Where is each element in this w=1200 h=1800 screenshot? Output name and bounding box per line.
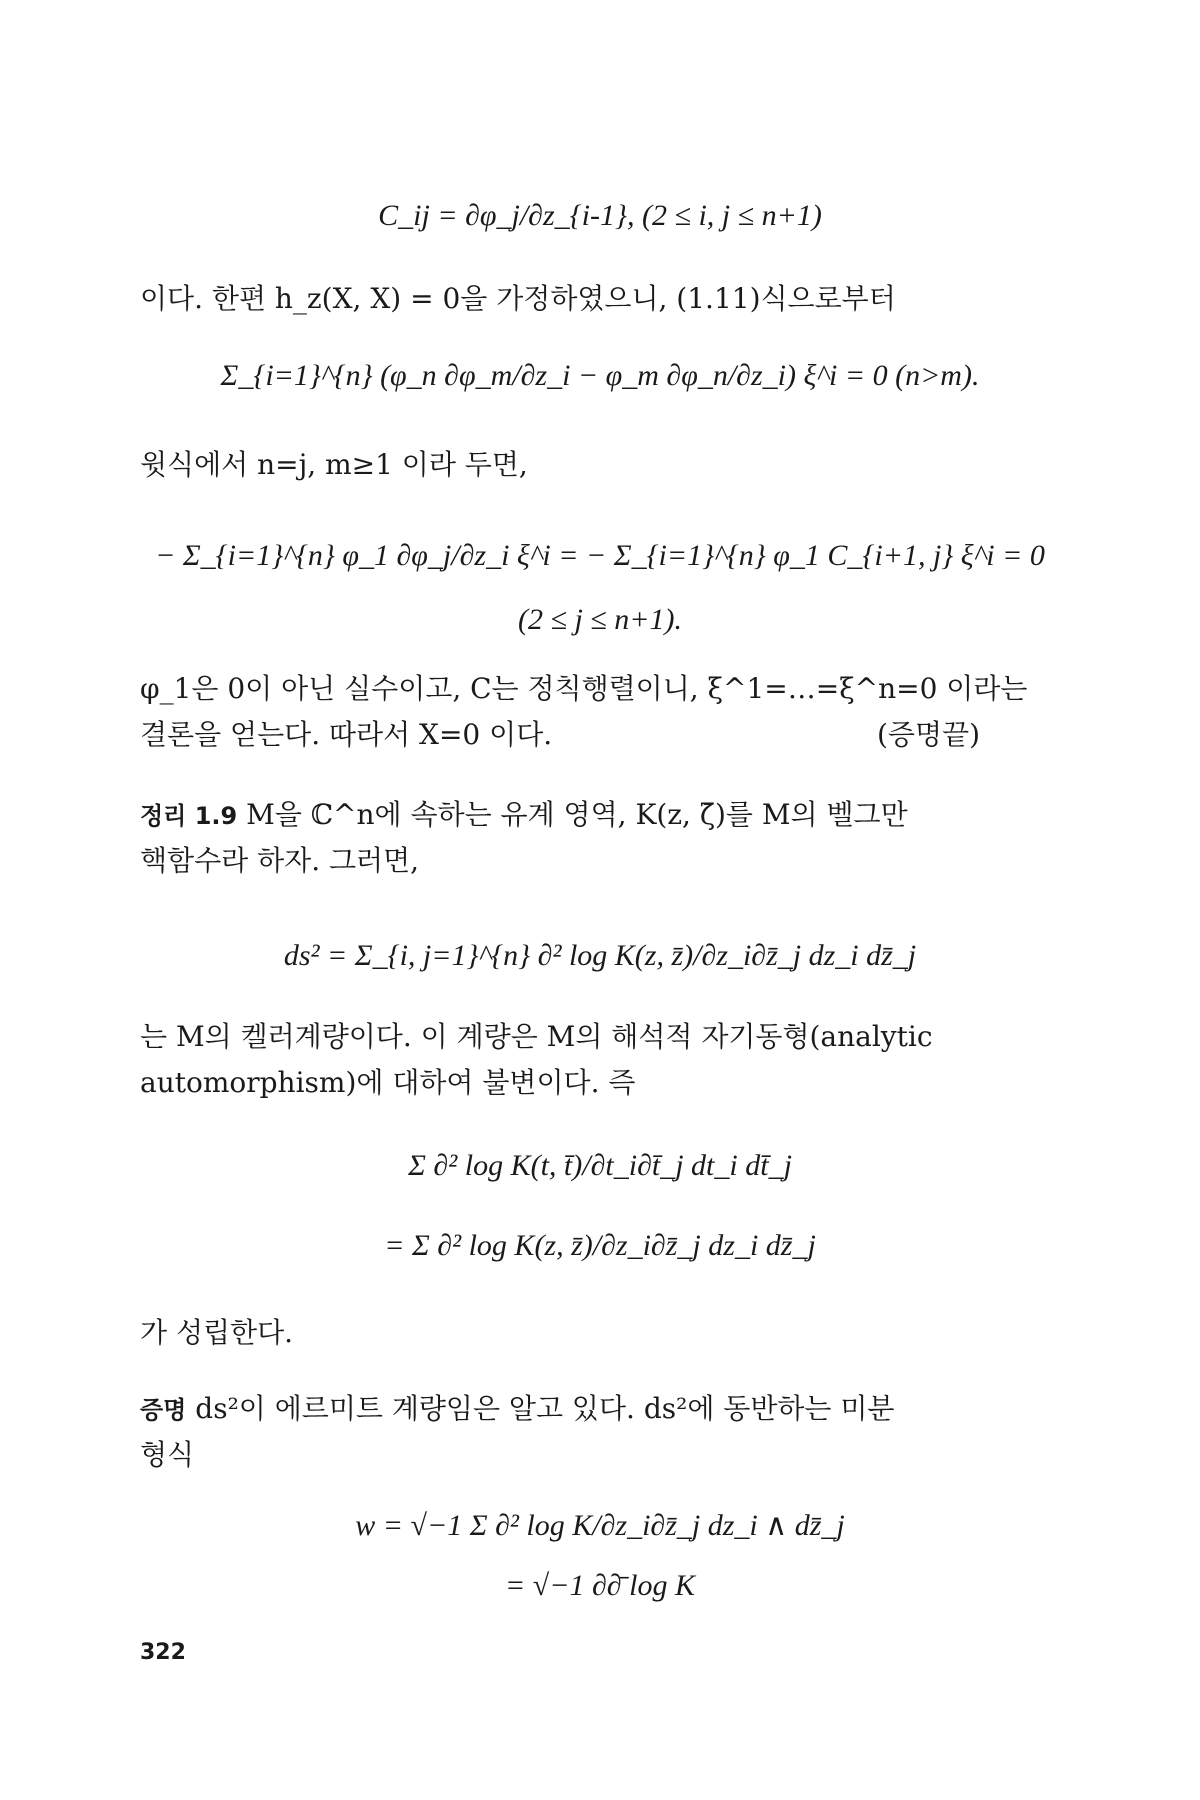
equation-range: (2 ≤ j ≤ n+1). (518, 603, 682, 636)
paragraph-2: 윗식에서 n=j, m≥1 이라 두면, (140, 448, 528, 481)
paragraph-1: 이다. 한편 h_z(X, X) = 0을 가정하였으니, (1.11)식으로부터 (140, 282, 896, 315)
paragraph-3-line-1: φ_1은 0이 아닌 실수이고, C는 정칙행렬이니, ξ^1=…=ξ^n=0 이라는 (140, 672, 1028, 705)
equation-w-1: w = √−1 Σ ∂² log K/∂z_i∂z̄_j dz_i ∧ dz̄_j (355, 1509, 845, 1542)
theorem-line-2: 핵함수라 하자. 그러면, (140, 844, 420, 877)
equation-ds2: ds² = Σ_{i, j=1}^{n} ∂² log K(z, z̄)/∂z_i∂z̄_j dz_i dz̄_j (283, 939, 917, 972)
proof-text-1: ds²이 에르미트 계량임은 알고 있다. ds²에 동반하는 미분 (195, 1392, 895, 1425)
equation-cij: C_ij = ∂φ_j/∂z_{i-1}, (2 ≤ i, j ≤ n+1) (378, 199, 822, 232)
page-number: 322 (140, 1640, 186, 1665)
paragraph-4-line-1: 는 M의 켈러계량이다. 이 계량은 M의 해석적 자기동형(analytic (140, 1020, 933, 1053)
equation-sum-1: Σ_{i=1}^{n} (φ_n ∂φ_m/∂z_i − φ_m ∂φ_n/∂z_i) ξ^i = 0 (n>m). (220, 359, 980, 392)
paragraph-5: 가 성립한다. (140, 1316, 294, 1349)
proof-label: 증명 (140, 1396, 187, 1424)
paragraph-3-line-2-container (140, 712, 980, 758)
paragraph-3-line-2: 결론을 얻는다. 따라서 X=0 이다. (140, 718, 553, 751)
theorem-label: 정리 1.9 (140, 802, 238, 830)
equation-invariance-1: Σ ∂² log K(t, t̄)/∂t_i∂t̄_j dt_i dt̄_j (408, 1149, 792, 1182)
equation-invariance-2: = Σ ∂² log K(z, z̄)/∂z_i∂z̄_j dz_i dz̄_j (384, 1229, 816, 1262)
equation-sum-2: − Σ_{i=1}^{n} φ_1 ∂φ_j/∂z_i ξ^i = − Σ_{i=1}^{n} φ_1 C_{i+1, j} ξ^i = 0 (155, 539, 1045, 572)
paragraph-4-line-2: automorphism)에 대하여 불변이다. 즉 (140, 1066, 636, 1099)
proof-line-2: 형식 (140, 1438, 195, 1471)
theorem-text-1: M을 ℂ^n에 속하는 유계 영역, K(z, ζ̄)를 M의 벨그만 (246, 798, 908, 831)
equation-w-2: = √−1 ∂∂̄ log K (505, 1569, 695, 1602)
proof-line-1 (140, 1386, 894, 1433)
qed-mark: (증명끝) (877, 718, 980, 751)
theorem-line-1 (140, 792, 908, 839)
